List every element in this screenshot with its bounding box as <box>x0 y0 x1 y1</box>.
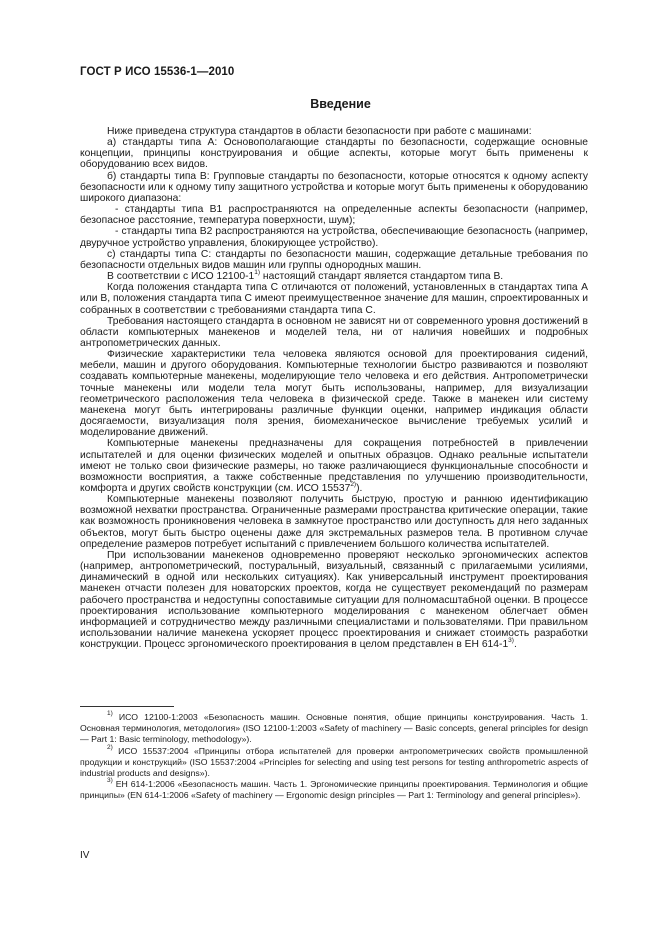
footnote-marker: 3) <box>107 777 113 785</box>
footnote-ref: 3) <box>508 637 514 645</box>
paragraph: - стандарты типа В2 распространяются на устройства, обеспечивающие безопасность (например, двуручное устройство управления, блокирующее устройство). <box>80 226 588 249</box>
footnote <box>80 712 588 745</box>
paragraph-text: . <box>513 639 517 651</box>
section-title: Введение <box>310 97 371 111</box>
paragraph <box>80 438 588 494</box>
paragraph-text: Компьютерные манекены предназначены для сокращения потребностей в привлечении испытателей и для оценки физических моделей и опытных образцов. Однако реальные испытатели имеют не только свои физические размеры, но также различающиеся функциональные способности и возможности восприятия, а также собственные представления по улучшению производительности, комфорта и других свойств конструкции (см. ИСО 15537 <box>80 438 588 494</box>
paragraph: Ниже приведена структура стандартов в области безопасности при работе с машинами: <box>107 126 532 137</box>
paragraph: Физические характеристики тела человека являются основой для проектирования сидений, мебели, машин и другого оборудования. Компьютерные технологии быстро развиваются и позволяют создавать компьютерные манекены, моделирующие тело человека и его действия. Антропометрически точные манекены или модели тела могут быть использованы, например, для визуализации геометрического расположения тела человека в физической среде. Также в манекен или систему манекена могут быть интегрированы различные функции оценки, например индикация области досягаемости, визуализация поля зрения, биомеханическое вычисление требуемых усилий и моделирование движений. <box>80 349 588 439</box>
footnote-text: ЕН 614-1:2006 «Безопасность машин. Часть 1. Эргономические принципы проектирования. Терминология и общие принципы» (EN 614-1:2006 «Safety of machinery — Ergonomic design principles — Part 1: Terminology and general principles»). <box>80 779 588 801</box>
paragraph <box>80 271 588 282</box>
footnote-text: ИСО 15537:2004 «Принципы отбора испытателей для проверки антропометрических свойств промышленной продукции и конструкций» (ISO 15537:2004 «Principles for selecting and using test persons for testing anthropometric aspects of industrial products and designs»). <box>80 745 588 778</box>
paragraph-text: В соответствии с ИСО 12100-1 <box>107 271 255 283</box>
footnote-marker: 1) <box>107 710 113 717</box>
paragraph: - стандарты типа В1 распространяются на определенные аспекты безопасности (например, безопасное расстояние, температура поверхности, шум); <box>80 204 588 227</box>
page-number: IV <box>80 850 90 861</box>
paragraph <box>80 550 588 650</box>
footnote <box>80 779 588 801</box>
paragraph: б) стандарты типа В: Групповые стандарты по безопасности, которые относятся к одному аспекту безопасности или к одному типу защитного устройства и которые могут быть применены к оборудованию широкого диапазона: <box>80 170 588 204</box>
document-header: ГОСТ Р ИСО 15536-1—2010 <box>80 66 235 78</box>
paragraph: Компьютерные манекены позволяют получить быструю, простую и раннюю идентификацию возможной нехватки пространства. Ограниченные размерами пространства критические операции, такие как возможность проникновения человека в замкнутое пространство или доступность для него заданных объектов, могут быть быстро оценены даже для экстремальных размеров тела. В противном случае определение размеров потребует испытаний с привлечением большого количества испытателей. <box>80 494 588 550</box>
footnote <box>80 743 588 779</box>
footnote-text: ИСО 12100-1:2003 «Безопасность машин. Основные понятия, общие принципы конструирования. Часть 1. Основная терминология, методология» (ISO 12100-1:2003 «Safety of machinery — Basic concepts, general principles for design — Part 1: Basic terminology, methodology»). <box>80 712 588 744</box>
footnote-ref: 2) <box>350 481 357 488</box>
footnote-ref: 1) <box>254 269 261 277</box>
paragraph-text: настоящий стандарт является стандартом типа В. <box>260 271 504 283</box>
paragraph: Когда положения стандарта типа С отличаются от положений, установленных в стандартах типа А или В, положения стандарта типа С имеют преимущественное значение для машин, спроектированных и собранных в соответствии с требованиями стандарта типа С. <box>80 282 589 316</box>
paragraph-text: При использовании манекенов одновременно проверяют несколько эргономических аспектов (например, антропометрический, постуральный, визуальный, связанный с прилагаемыми усилиями, динамический в одной или нескольких ситуациях). Как универсальный инструмент проектирования манекен отчасти полезен для новаторских проектов, когда не существует рекомендаций по размерам рабочего пространства и недоступны сопоставимые ситуации для полномасштабной оценки. В процессе проектирования использование компьютерного моделирования с манекеном облегчает обмен информацией и сотрудничество между различными специалистами и пользователями. При правильном использовании наличие манекена ускоряет процесс проектирования и снижает стоимость разработки конструкции. Процесс эргономического проектирования в целом представлен в ЕН 614-1 <box>80 549 588 651</box>
footnote-marker: 2) <box>107 743 113 751</box>
footnotes <box>80 712 588 802</box>
paragraph-text: ). <box>356 483 363 494</box>
paragraph: а) стандарты типа А: Основополагающие стандарты по безопасности, содержащие основные концепции, принципы конструирования и общие аспекты, которые могут быть применены к оборудованию всех видов. <box>80 137 588 171</box>
paragraph: с) стандарты типа С: стандарты по безопасности машин, содержащие детальные требования по безопасности отдельных видов машин или группы однородных машин. <box>80 248 588 271</box>
footnote-divider <box>80 706 174 707</box>
body-text <box>80 126 588 650</box>
paragraph: Требования настоящего стандарта в основном не зависят ни от современного уровня достижений в области компьютерных манекенов и моделей тела, ни от наличия новейших и подробных антропометрических данных. <box>80 315 588 349</box>
